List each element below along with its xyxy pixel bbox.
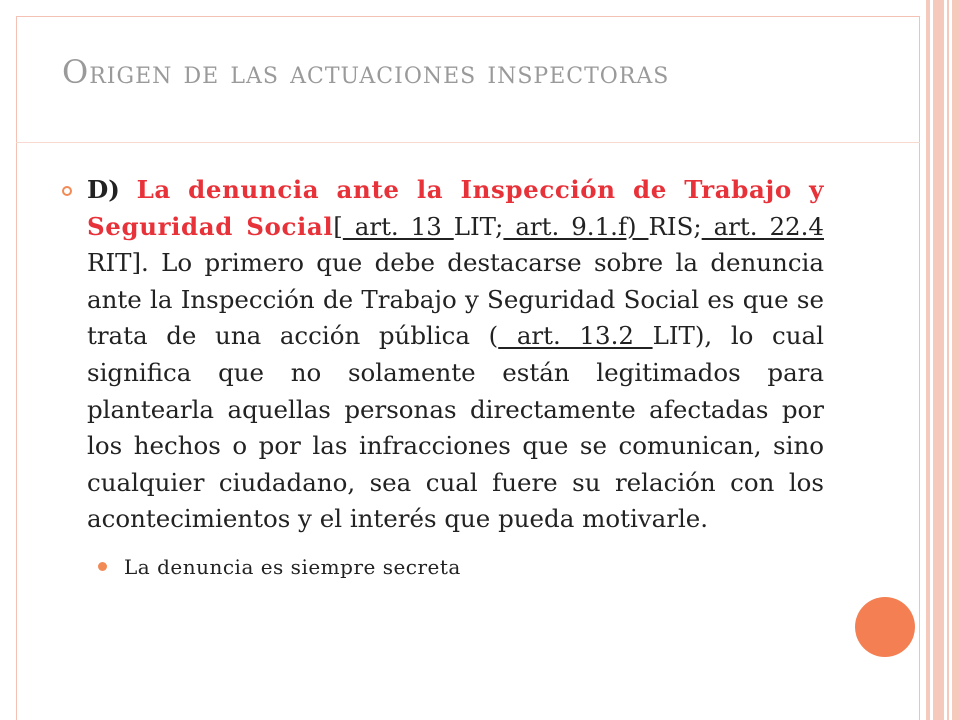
decor-stripe — [952, 0, 960, 720]
decorative-orb — [855, 597, 915, 657]
ref-text: LIT; — [453, 211, 504, 241]
ref-text: RIS; — [648, 211, 702, 241]
decor-stripe — [926, 0, 930, 720]
sub-bullet-item — [98, 553, 832, 581]
ref-open: [ — [333, 211, 343, 241]
body-text: LIT), lo cual significa que no solamente están legitimados para plantearla aquellas personas directamente afectadas por los hechos o por las infracciones que se comunican, sino cualquier ciudadano, sea cual fuere su relación con los acontecimientos y el interés que pueda motivarle. — [87, 321, 824, 534]
dot-bullet-icon — [98, 562, 107, 571]
decor-stripe — [933, 0, 944, 720]
section-heading: La denuncia ante la Inspección de Trabajo y Seguridad Social — [87, 175, 824, 241]
body-text: RIT]. Lo primero que debe destacarse sobre la denuncia ante la Inspección de Trabajo y Seguridad Social es que se trata de una acción pública ( — [87, 248, 824, 351]
ring-bullet-icon — [62, 186, 72, 196]
body-paragraph — [87, 172, 824, 538]
legal-reference-link[interactable]: art. 13 — [342, 211, 454, 241]
slide-content — [62, 172, 832, 581]
title-divider — [16, 142, 920, 143]
sub-bullet-text: La denuncia es siempre secreta — [124, 554, 461, 579]
legal-reference-link[interactable]: art. 9.1.f) — [503, 211, 649, 241]
item-letter: D) — [87, 175, 137, 204]
slide-title: Origen de las actuaciones inspectoras — [62, 53, 670, 91]
legal-reference-link[interactable]: art. 13.2 — [498, 321, 653, 351]
decor-stripe — [947, 0, 949, 720]
legal-reference-link[interactable]: art. 22.4 — [701, 211, 824, 241]
